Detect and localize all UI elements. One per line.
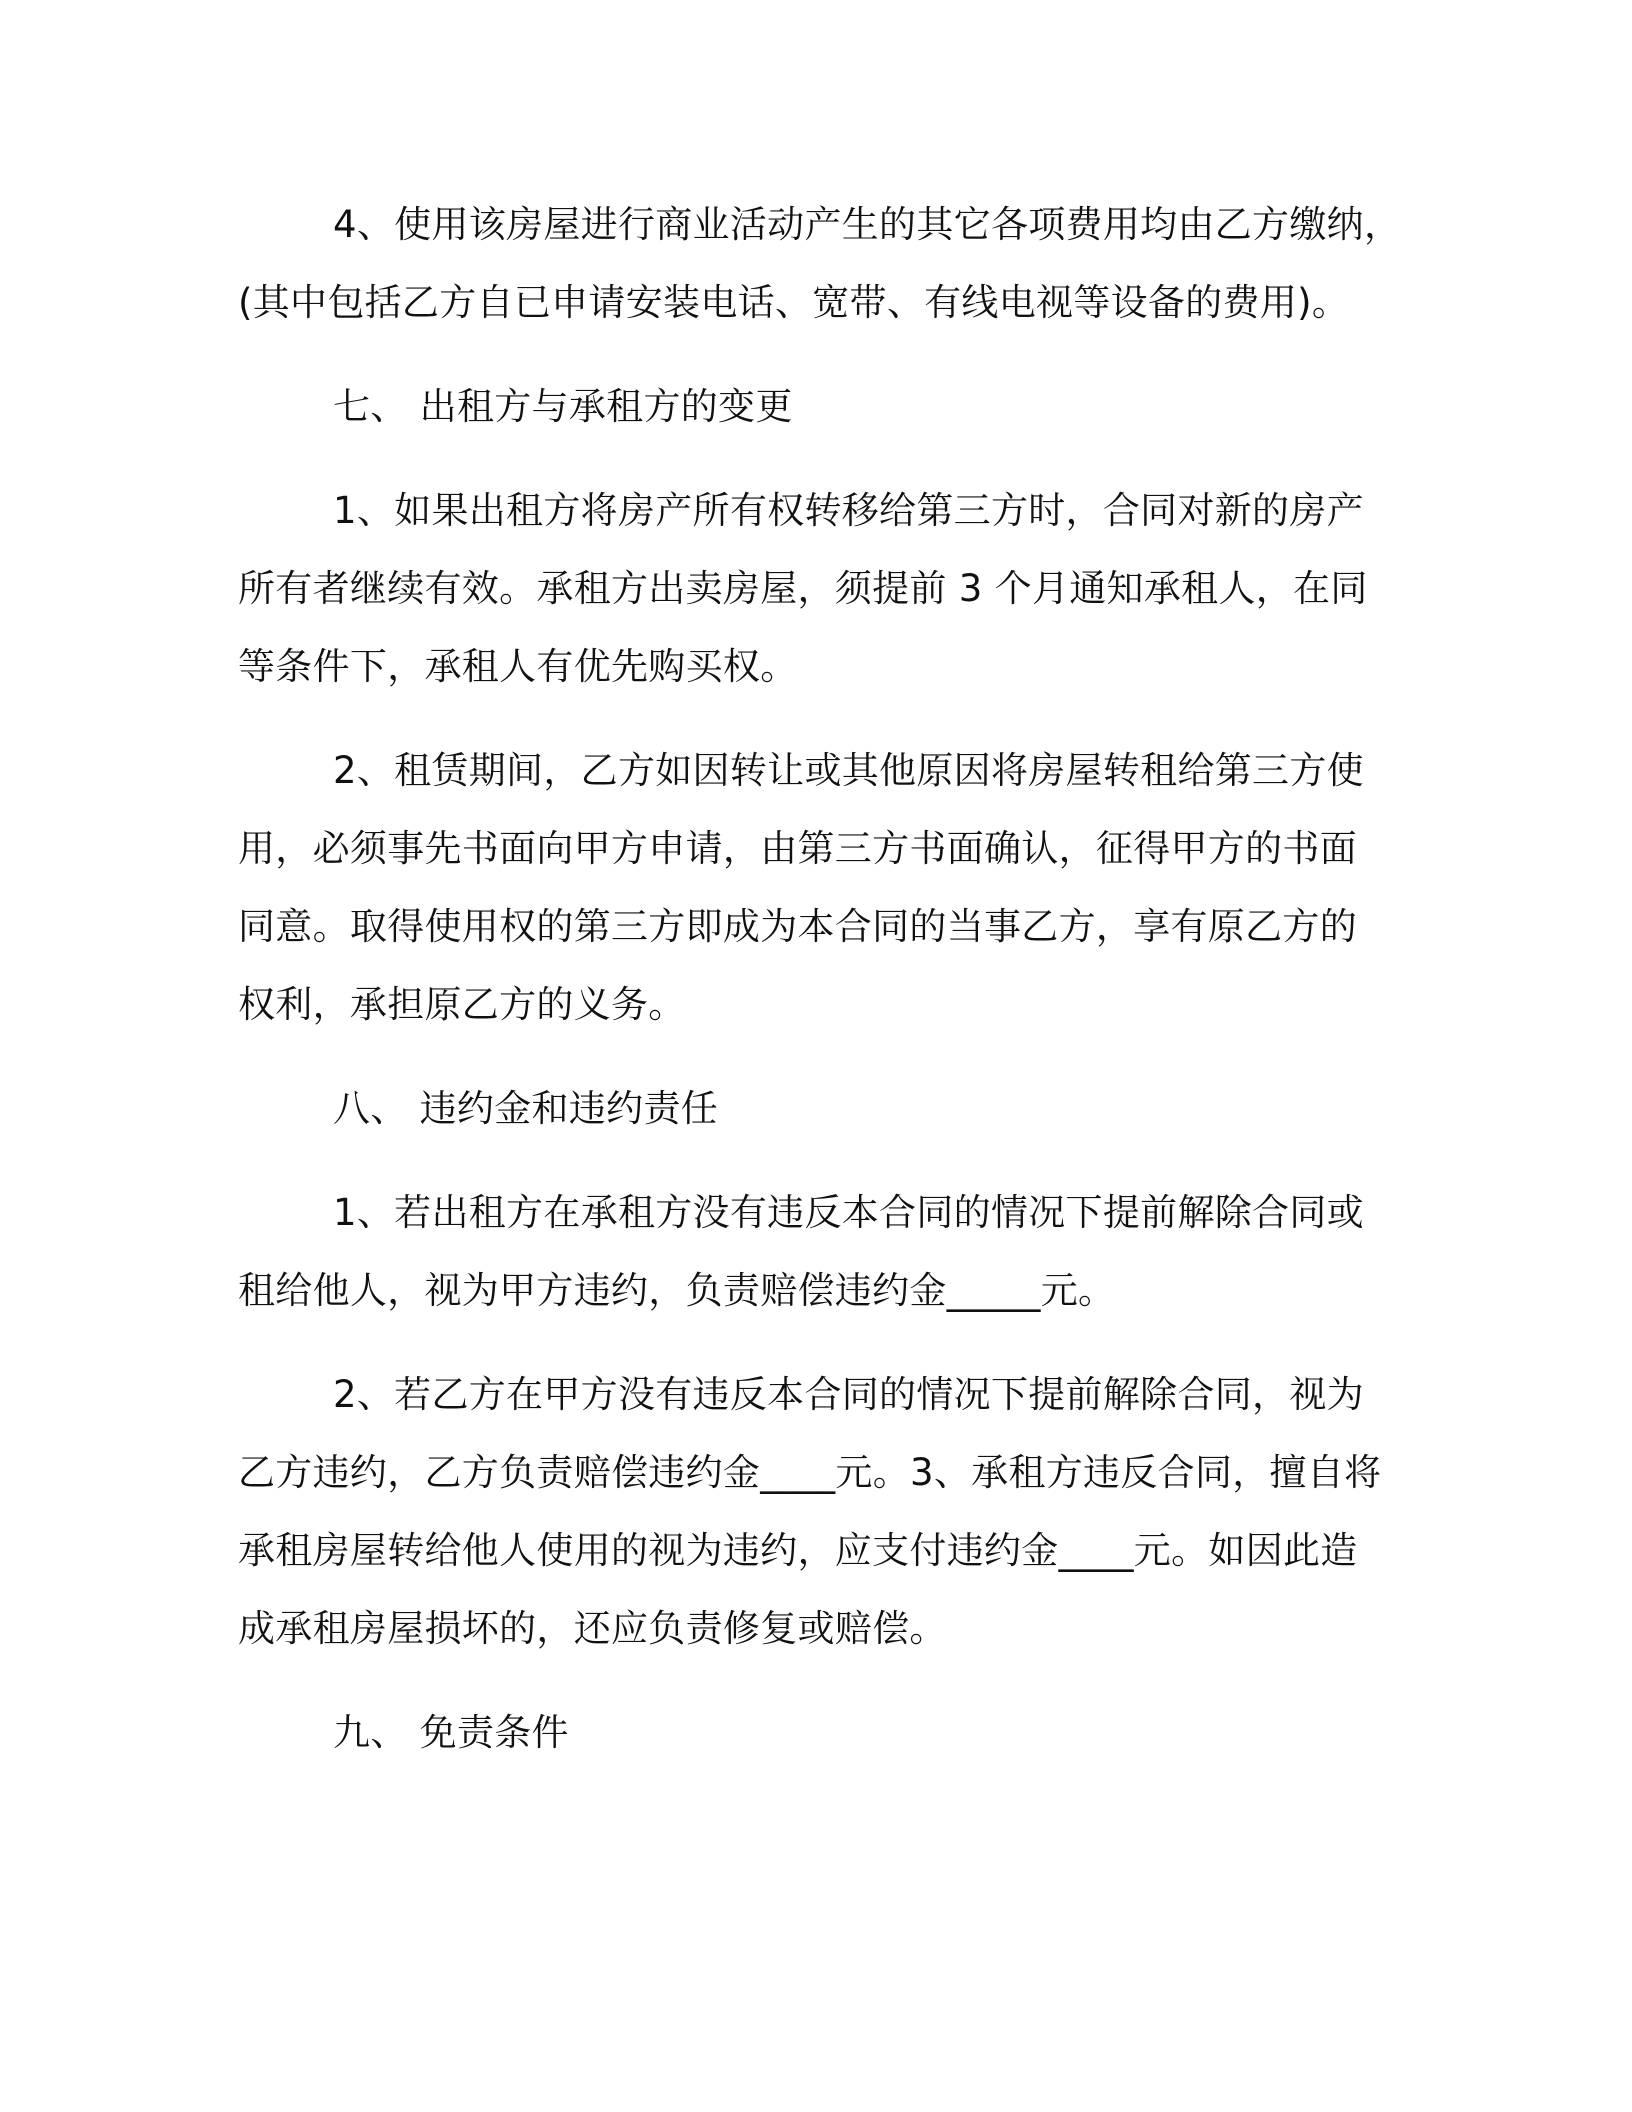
- text-line: 4、使用该房屋进行商业活动产生的其它各项费用均由乙方缴纳，: [333, 203, 1402, 246]
- section-heading-8: [238, 1070, 1398, 1148]
- text-line: 租给他人，视为甲方违约，负责赔偿违约金_____元。: [238, 1269, 1116, 1312]
- paragraph-sublease: [238, 732, 1398, 1044]
- text-line: 所有者继续有效。承租方出卖房屋，须提前 3 个月通知承租人，在同: [238, 567, 1368, 610]
- paragraph-ownership-transfer: [238, 472, 1398, 706]
- text-line: 等条件下，承租人有优先购买权。: [238, 645, 798, 688]
- paragraph-fees-item-4: [238, 186, 1402, 342]
- document-body: [238, 186, 1402, 1772]
- text-line: 1、如果出租方将房产所有权转移给第三方时，合同对新的房产: [333, 489, 1364, 532]
- text-line: 乙方违约，乙方负责赔偿违约金____元。3、承租方违反合同，擅自将: [238, 1451, 1382, 1494]
- text-line: 承租房屋转给他人使用的视为违约，应支付违约金____元。如因此造: [238, 1529, 1358, 1572]
- text-line: 2、若乙方在甲方没有违反本合同的情况下提前解除合同，视为: [333, 1373, 1364, 1416]
- text-line: 2、租赁期间，乙方如因转让或其他原因将房屋转租给第三方使: [333, 749, 1364, 792]
- text-line: (其中包括乙方自已申请安装电话、宽带、有线电视等设备的费用)。: [238, 281, 1350, 324]
- heading-text: 七、 出租方与承租方的变更: [333, 385, 793, 428]
- text-line: 1、若出租方在承租方没有违反本合同的情况下提前解除合同或: [333, 1191, 1364, 1234]
- text-line: 同意。取得使用权的第三方即成为本合同的当事乙方，享有原乙方的: [238, 905, 1357, 948]
- heading-text: 九、 免责条件: [333, 1711, 569, 1754]
- paragraph-lessee-breach: [238, 1356, 1398, 1668]
- paragraph-lessor-breach: [238, 1174, 1398, 1330]
- section-heading-7: [238, 368, 1398, 446]
- text-line: 权利，承担原乙方的义务。: [238, 983, 686, 1026]
- text-line: 成承租房屋损坏的，还应负责修复或赔偿。: [238, 1607, 947, 1650]
- text-line: 用，必须事先书面向甲方申请，由第三方书面确认，征得甲方的书面: [238, 827, 1357, 870]
- section-heading-9: [238, 1694, 1398, 1772]
- heading-text: 八、 违约金和违约责任: [333, 1087, 719, 1130]
